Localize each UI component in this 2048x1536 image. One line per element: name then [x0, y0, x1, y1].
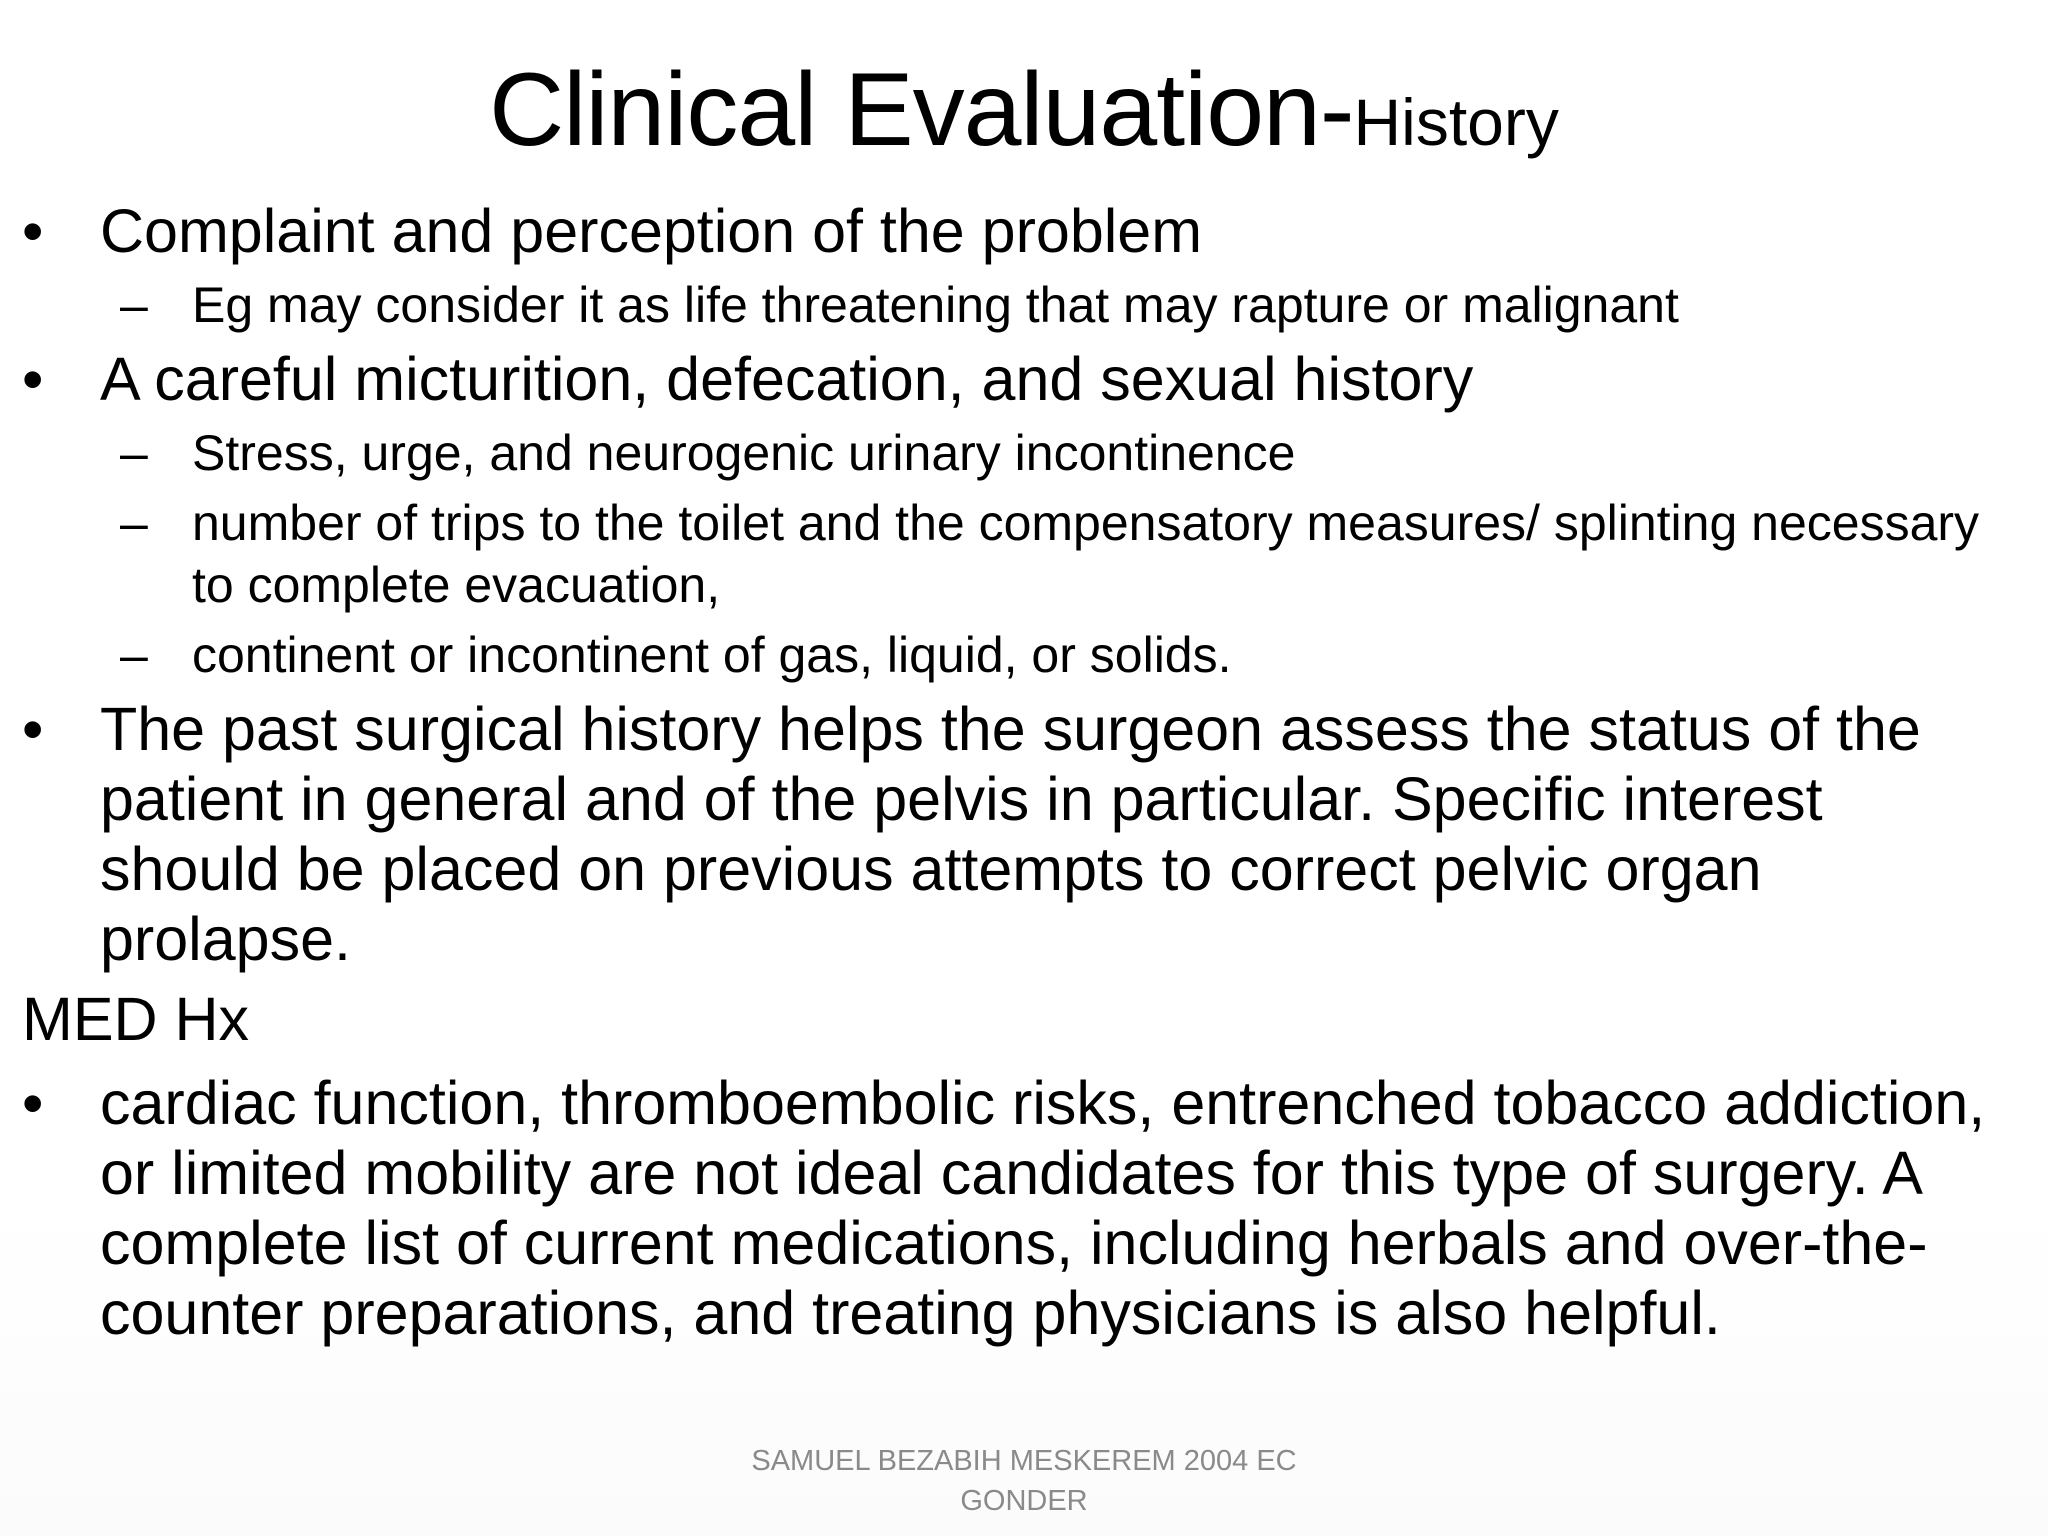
bullet-marker: • [22, 197, 44, 265]
slide-content [22, 196, 2012, 1356]
bullet-med-history [22, 1068, 2012, 1348]
bullet-text: The past surgical history helps the surgeon assess the status of the patient in general and of the pelvis in particular. Specific interest should be placed on previous attempts to correct pelvic organ prolapse. [100, 695, 1921, 973]
title-sub: History [1353, 85, 1559, 159]
dash-marker: – [120, 495, 148, 551]
dash-marker: – [120, 277, 148, 333]
subbullet-text: Stress, urge, and neurogenic urinary incontinence [192, 425, 1296, 481]
bullet-marker: • [22, 695, 44, 763]
bullet-text: A careful micturition, defecation, and sexual history [100, 345, 1474, 413]
bullet-surgical-history [22, 694, 2012, 974]
bullet-complaint [22, 196, 2012, 266]
subbullet-text: number of trips to the toilet and the compensatory measures/ splinting necessary to complete evacuation, [192, 495, 1980, 613]
slide-title [0, 52, 2048, 168]
subbullet-text: continent or incontinent of gas, liquid, or solids. [192, 627, 1232, 683]
subbullet-text: Eg may consider it as life threatening that may rapture or malignant [192, 277, 1679, 333]
bullet-text: cardiac function, thromboembolic risks, entrenched tobacco addiction, or limited mobility are not ideal candidates for this type of surgery. A complete list of current medications, including herbals and over-the-counter preparations, and treating physicians is also helpful. [100, 1069, 1986, 1347]
bullet-marker: • [22, 345, 44, 413]
subbullet-continence [22, 624, 2012, 686]
subbullet-life-threatening [22, 274, 2012, 336]
slide-footer [724, 1441, 1324, 1521]
bullet-text: Complaint and perception of the problem [100, 197, 1203, 265]
subbullet-incontinence [22, 422, 2012, 484]
dash-marker: – [120, 627, 148, 683]
bullet-marker: • [22, 1069, 44, 1137]
dash-marker: – [120, 425, 148, 481]
title-main: Clinical Evaluation- [489, 52, 1354, 168]
subbullet-toilet-trips [22, 492, 2012, 616]
bullet-careful-history [22, 344, 2012, 414]
footer-line-place: GONDER [960, 1485, 1088, 1517]
footer-line-author: SAMUEL BEZABIH MESKEREM 2004 EC [751, 1445, 1297, 1477]
med-hx-heading: MED Hx [22, 985, 250, 1053]
